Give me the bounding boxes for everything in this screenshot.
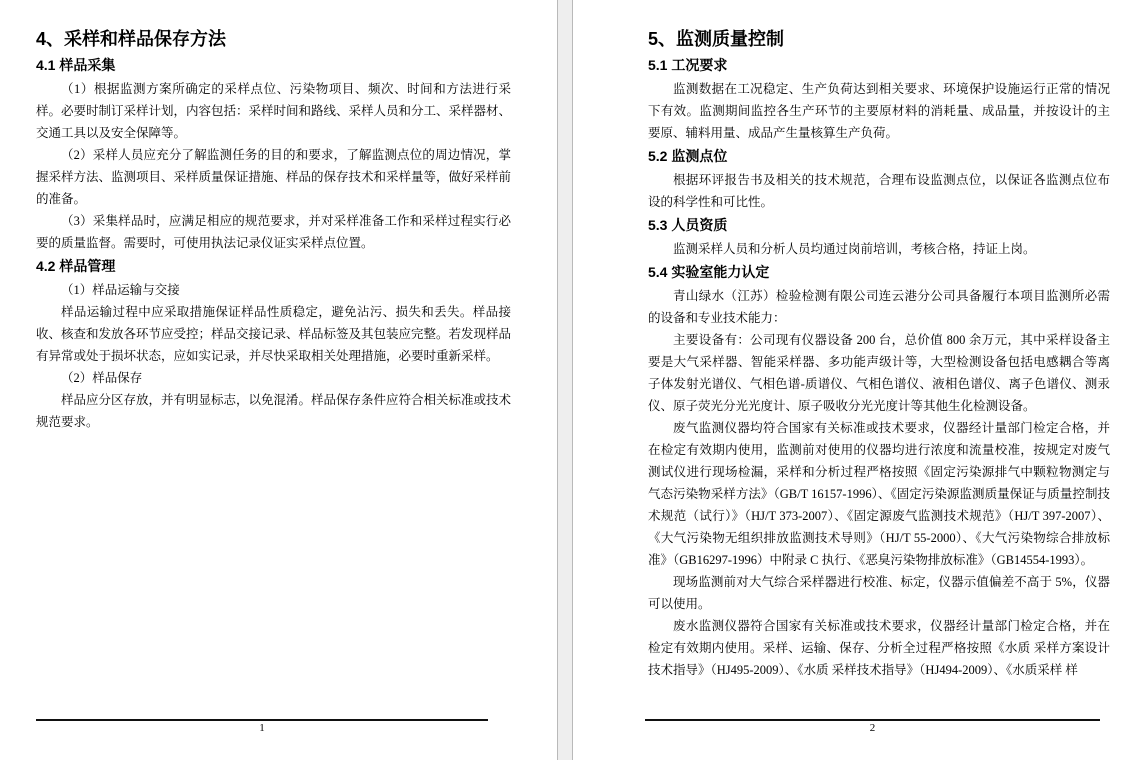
section-heading: 4.1 样品采集	[36, 57, 116, 73]
page-number: 2	[869, 722, 876, 734]
paragraph: 现场监测前对大气综合采样器进行校准、标定，仪器示值偏差不高于 5%，仪器可以使用。	[648, 575, 1110, 611]
section-heading: 5.3 人员资质	[648, 217, 728, 233]
paragraph: （2）采样人员应充分了解监测任务的目的和要求，了解监测点位的周边情况，掌握采样方法、监测项目、采样质量保证措施、样品的保存技术和采样量等，做好采样前的准备。	[36, 148, 512, 206]
paragraph: 青山绿水（江苏）检验检测有限公司连云港分公司具备履行本项目监测所必需的设备和专业技术能力：	[648, 289, 1110, 325]
paragraph: （1）样品运输与交接	[61, 283, 180, 297]
section-heading: 5.2 监测点位	[648, 148, 728, 164]
section-heading: 4.2 样品管理	[36, 258, 116, 274]
paragraph: （1）根据监测方案所确定的采样点位、污染物项目、频次、时间和方法进行采样。必要时制订采样计划，内容包括：采样时间和路线、采样人员和分工、采样器材、交通工具以及安全保障等。	[36, 82, 512, 140]
paragraph: 主要设备有：公司现有仪器设备 200 台，总价值 800 余万元，其中采样设备主要是大气采样器、智能采样器、多功能声级计等，大型检测设备包括电感耦合等离子体发射光谱仪、气相色谱-质谱仪、气相色谱仪、液相色谱仪、离子色谱仪、测汞仪、原子荧光分光光度计、原子吸收分光光度计等其他生化检测设备。	[648, 333, 1110, 413]
paragraph: 监测数据在工况稳定、生产负荷达到相关要求、环境保护设施运行正常的情况下有效。监测期间监控各生产环节的主要原材料的消耗量、成品量，并按设计的主要原、辅料用量、成品产生量核算生产负荷。	[648, 82, 1110, 140]
paragraph: 根据环评报告书及相关的技术规范，合理布设监测点位，以保证各监测点位布设的科学性和可比性。	[648, 173, 1110, 209]
page-1-footer	[36, 719, 488, 735]
document-page-2	[573, 0, 1125, 760]
paragraph: 监测采样人员和分析人员均通过岗前培训，考核合格，持证上岗。	[673, 242, 1036, 256]
section-heading: 5.1 工况要求	[648, 57, 728, 73]
paragraph: 样品运输过程中应采取措施保证样品性质稳定，避免沾污、损失和丢失。样品接收、核查和发放各环节应受控；样品交接记录、样品标签及其包装应完整。若发现样品有异常或处于损坏状态，应如实记录，并尽快采取相关处理措施，必要时重新采样。	[36, 305, 512, 363]
paragraph: 废气监测仪器均符合国家有关标准或技术要求，仪器经计量部门检定合格，并在检定有效期内使用，监测前对使用的仪器均进行浓度和流量校准，按规定对废气测试仪进行现场检漏，采样和分析过程严格按照《固定污染源排气中颗粒物测定与气态污染物采样方法》（GB/T 16157-1996）、《固定污染源监测质量保证与质量控制技术规范（试行）》（HJ/T 373-2007）、《固定源废气监测技术规范》（HJ/T 397-2007）、《大气污染物无组织排放监测技术导则》（HJ/T 55-2000）、《大气污染物综合排放标准》（GB16297-1996）中附录 C 执行、《恶臭污染物排放标准》（GB14554-1993）。	[648, 421, 1110, 567]
section-title: 4、采样和样品保存方法	[36, 29, 227, 49]
paragraph: （3）采集样品时，应满足相应的规范要求，并对采样准备工作和采样过程实行必要的质量监督。需要时，可使用执法记录仪证实采样点位置。	[36, 214, 511, 250]
page-number: 1	[259, 722, 265, 734]
section-title: 5、监测质量控制	[648, 29, 785, 49]
page-2-content	[648, 27, 1110, 681]
paragraph: 样品应分区存放，并有明显标志，以免混淆。样品保存条件应符合相关标准或技术规范要求。	[36, 393, 512, 429]
paragraph: 废水监测仪器符合国家有关标准或技术要求，仪器经计量部门检定合格，并在检定有效期内使用。采样、运输、保存、分析全过程严格按照《水质 采样方案设计技术指导》（HJ495-2009）、《水质 采样技术指导》（HJ494-2009）、《水质采样 样	[648, 619, 1110, 677]
page-2-footer	[645, 719, 1100, 735]
page-gutter	[557, 0, 573, 760]
page-1-content	[36, 27, 511, 433]
document-page-1	[0, 0, 557, 760]
section-heading: 5.4 实验室能力认定	[648, 264, 770, 280]
paragraph: （2）样品保存	[61, 371, 143, 385]
